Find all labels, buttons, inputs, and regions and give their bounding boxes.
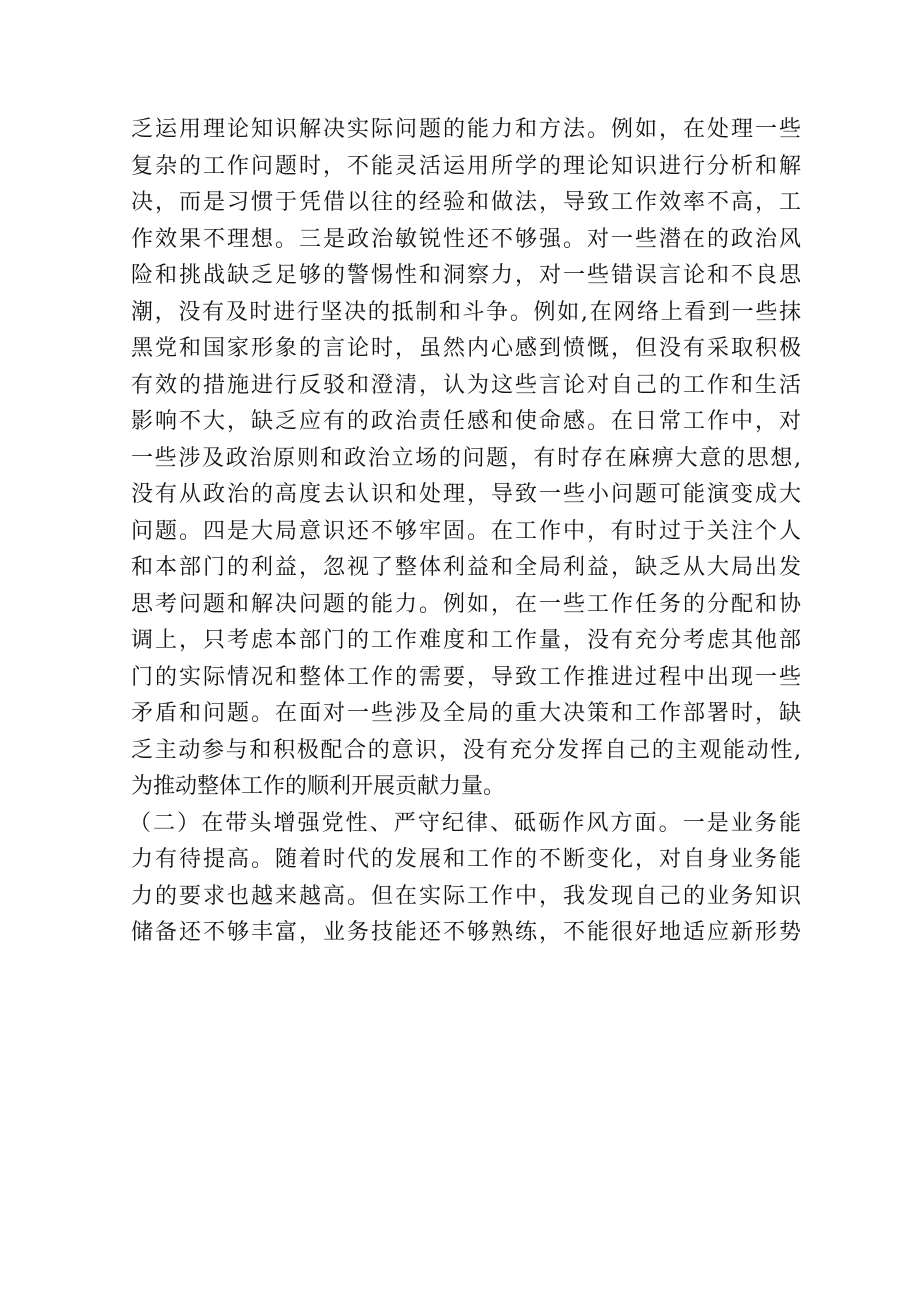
text-line: 潮，没有及时进行坚决的抵制和斗争。例如,在网络上看到一些抹	[131, 299, 801, 325]
text-line: 有效的措施进行反驳和澄清，认为这些言论对自己的工作和生活	[131, 372, 801, 398]
text-line: 乏主动参与和积极配合的意识，没有充分发挥自己的主观能动性,	[131, 737, 801, 763]
text-line: 乏运用理论知识解决实际问题的能力和方法。例如，在处理一些	[131, 117, 801, 142]
text-line: 问题。四是大局意识还不够牢固。在工作中，有时过于关注个人	[131, 518, 801, 544]
paragraph-1	[131, 112, 801, 806]
text-line: 调上，只考虑本部门的工作难度和工作量，没有充分考虑其他部	[131, 628, 801, 653]
document-body	[131, 112, 801, 952]
text-line: 为推动整体工作的顺利开展贡献力量。	[131, 774, 506, 799]
text-line: 矛盾和问题。在面对一些涉及全局的重大决策和工作部署时，缺	[131, 701, 801, 726]
text-line: 决，而是习惯于凭借以往的经验和做法，导致工作效率不高，工	[131, 190, 801, 215]
paragraph-2	[131, 806, 801, 952]
text-line: 影响不大，缺乏应有的政治责任感和使命感。在日常工作中，对	[131, 409, 801, 434]
section-heading-line: （二）在带头增强党性、严守纪律、砥砺作风方面。一是业务能	[129, 810, 801, 836]
text-line: 险和挑战缺乏足够的警惕性和洞察力，对一些错误言论和不良思	[131, 263, 801, 288]
text-line: 复杂的工作问题时，不能灵活运用所学的理论知识进行分析和解	[131, 153, 801, 179]
text-line: 门的实际情况和整体工作的需要，导致工作推进过程中出现一些	[131, 664, 801, 690]
text-line: 思考问题和解决问题的能力。例如，在一些工作任务的分配和协	[131, 591, 801, 617]
text-line: 和本部门的利益，忽视了整体利益和全局利益，缺乏从大局出发	[131, 555, 801, 580]
text-line: 作效果不理想。三是政治敏锐性还不够强。对一些潜在的政治风	[131, 226, 801, 252]
text-line: 没有从政治的高度去认识和处理，导致一些小问题可能演变成大	[131, 482, 801, 507]
text-line: 力有待提高。随着时代的发展和工作的不断变化，对自身业务能	[131, 847, 801, 872]
text-line: 一些涉及政治原则和政治立场的问题，有时存在麻痹大意的思想,	[131, 445, 801, 471]
text-line: 力的要求也越来越高。但在实际工作中，我发现自己的业务知识	[131, 883, 801, 909]
text-line: 黑党和国家形象的言论时，虽然内心感到愤慨，但没有采取积极	[131, 336, 801, 361]
text-line: 储备还不够丰富，业务技能还不够熟练，不能很好地适应新形势	[131, 920, 801, 945]
